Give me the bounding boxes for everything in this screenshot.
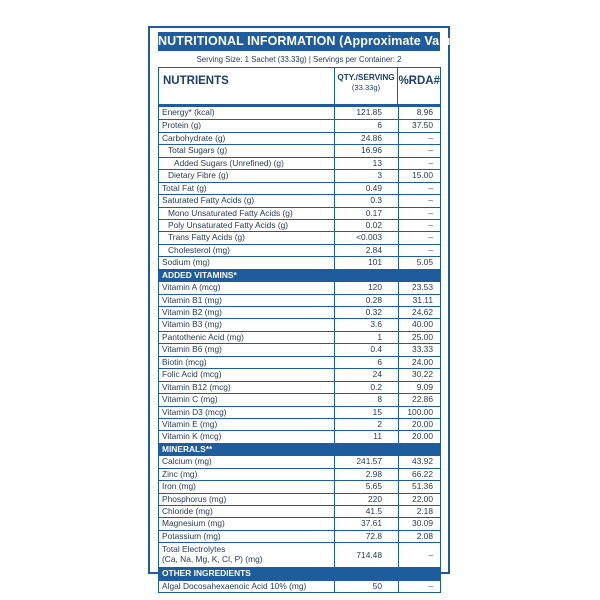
nutrient-qty: 2	[334, 419, 398, 430]
table-row	[159, 182, 440, 194]
nutrient-name: Vitamin A (mcg)	[162, 282, 221, 293]
nutrient-rda: –	[398, 158, 440, 169]
table-row	[159, 356, 440, 368]
nutrition-table	[158, 67, 441, 593]
table-header	[159, 68, 440, 107]
nutrient-name: Potassium (mg)	[162, 530, 221, 541]
table-row	[159, 530, 440, 542]
nutrient-rda: 30.22	[398, 369, 440, 380]
nutrient-rda: 33.33	[398, 344, 440, 355]
nutrient-name: Iron (mg)	[162, 481, 196, 492]
nutrient-rda: 8.96	[398, 107, 440, 119]
table-row	[159, 480, 440, 492]
table-row	[159, 294, 440, 306]
nutrient-name	[159, 543, 334, 567]
nutrient-name: Protein (g)	[162, 120, 202, 131]
nutrient-rda: 15.00	[398, 170, 440, 181]
nutrient-rda: 2.18	[398, 506, 440, 517]
nutrient-name: Sodium (mg)	[162, 257, 210, 268]
header-rda: %RDA#	[397, 68, 440, 104]
nutrient-name: Vitamin B6 (mg)	[162, 344, 222, 355]
nutrient-qty: 6	[334, 120, 398, 131]
nutrient-rda: –	[398, 133, 440, 144]
nutrition-panel	[148, 26, 469, 591]
table-row	[159, 381, 440, 393]
panel-title: NUTRITIONAL INFORMATION (Approximate Values)	[158, 32, 440, 51]
nutrient-name: Cholesterol (mg)	[168, 244, 230, 255]
nutrient-name: Trans Fatty Acids (g)	[168, 232, 245, 243]
nutrient-qty: 16.96	[334, 145, 398, 156]
table-row	[159, 306, 440, 318]
table-row	[159, 169, 440, 181]
table-row	[159, 132, 440, 144]
nutrient-qty: 72.8	[334, 531, 398, 542]
table-row	[159, 517, 440, 529]
nutrient-qty: 13	[334, 158, 398, 169]
nutrient-rda: –	[398, 543, 440, 567]
nutrient-name: Chloride (mg)	[162, 506, 213, 516]
table-row	[159, 580, 440, 592]
nutrient-qty: 8	[334, 394, 398, 405]
nutrient-qty: 50	[334, 581, 398, 592]
nutrient-qty: 15	[334, 407, 398, 418]
nutrient-qty: 0.28	[334, 295, 398, 306]
nutrient-rda: –	[398, 581, 440, 592]
table-row	[159, 505, 440, 517]
nutrient-qty: 41.5	[334, 506, 398, 517]
electrolytes-line1: Total Electrolytes	[162, 544, 226, 555]
nutrient-rda: 25.00	[398, 332, 440, 343]
nutrient-rda: 2.08	[398, 531, 440, 542]
table-row	[159, 231, 440, 243]
nutrient-rda: 66.22	[398, 469, 440, 480]
nutrient-name: Magnesium (mg)	[162, 518, 225, 529]
nutrient-name: Saturated Fatty Acids (g)	[162, 195, 255, 206]
nutrient-rda: –	[398, 145, 440, 156]
nutrient-rda: –	[398, 183, 440, 194]
nutrient-rda: –	[398, 245, 440, 256]
table-row	[159, 119, 440, 131]
table-body	[159, 107, 440, 592]
nutrient-name: Carbohydrate (g)	[162, 132, 226, 143]
nutrient-name: Vitamin C (mg)	[162, 394, 218, 405]
nutrient-name: Vitamin B12 (mcg)	[162, 381, 231, 392]
nutrient-rda: –	[398, 208, 440, 219]
nutrient-qty: 3.6	[334, 319, 398, 330]
nutrient-name: Vitamin B3 (mg)	[162, 319, 222, 330]
table-row	[159, 493, 440, 505]
nutrient-qty: 3	[334, 170, 398, 181]
nutrient-name: Algal Docosahexaenoic Acid 10% (mg)	[162, 580, 307, 591]
nutrient-qty: 0.3	[334, 195, 398, 206]
nutrient-qty: 0.32	[334, 307, 398, 318]
table-row	[159, 468, 440, 480]
header-qty-line2: (33.33g)	[351, 83, 381, 92]
nutrient-qty: 0.02	[334, 220, 398, 231]
nutrient-qty: 2.98	[334, 469, 398, 480]
nutrient-qty: 0.17	[334, 208, 398, 219]
nutrient-qty: 24	[334, 369, 398, 380]
table-row	[159, 244, 440, 256]
nutrient-name: Vitamin D3 (mcg)	[162, 406, 227, 417]
nutrient-rda: 24.62	[398, 307, 440, 318]
electrolytes-line2: (Ca, Na, Mg, K, Cl, P) (mg)	[162, 554, 263, 565]
nutrient-qty: 24.86	[334, 133, 398, 144]
table-row	[159, 368, 440, 380]
table-row	[159, 256, 440, 268]
nutrient-name: Dietary Fibre (g)	[168, 170, 229, 181]
section-added-vitamins: ADDED VITAMINS*	[159, 269, 440, 281]
nutrient-name: Poly Unsaturated Fatty Acids (g)	[168, 219, 289, 230]
nutrient-name: Zinc (mg)	[162, 468, 198, 479]
nutrient-rda: 20.00	[398, 431, 440, 442]
table-row	[159, 144, 440, 156]
nutrient-qty: 241.57	[334, 456, 398, 467]
nutrient-name: Vitamin B1 (mg)	[162, 294, 222, 305]
nutrient-rda: 40.00	[398, 319, 440, 330]
nutrient-name: Vitamin K (mcg)	[162, 431, 222, 442]
table-row	[159, 331, 440, 343]
nutrient-rda: 51.36	[398, 481, 440, 492]
nutrient-name: Total Sugars (g)	[168, 145, 228, 156]
nutrient-name: Calcium (mg)	[162, 456, 212, 467]
nutrient-rda: 100.00	[398, 407, 440, 418]
nutrient-rda: 24.00	[398, 357, 440, 368]
nutrient-rda: –	[398, 195, 440, 206]
nutrient-qty: 714.48	[334, 543, 398, 567]
nutrient-name: Added Sugars (Unrefined) (g)	[174, 157, 284, 168]
nutrient-qty: 0.49	[334, 183, 398, 194]
serving-info: Serving Size: 1 Sachet (33.33g) | Servings per Container: 2	[196, 55, 402, 64]
nutrient-qty: 37.61	[334, 518, 398, 529]
nutrient-rda: 37.50	[398, 120, 440, 131]
section-minerals: MINERALS**	[159, 443, 440, 455]
table-row	[159, 393, 440, 405]
nutrient-rda: 30.09	[398, 518, 440, 529]
nutrient-rda: 22.00	[398, 494, 440, 505]
nutrient-rda: –	[398, 232, 440, 243]
nutrient-qty: 0.2	[334, 382, 398, 393]
table-row	[159, 207, 440, 219]
nutrient-qty: 220	[334, 494, 398, 505]
nutrient-name: Vitamin B2 (mg)	[162, 307, 222, 317]
nutrient-rda: 23.53	[398, 282, 440, 293]
nutrient-qty: 1	[334, 332, 398, 343]
nutrient-name: Mono Unsaturated Fatty Acids (g)	[168, 207, 293, 218]
table-row	[159, 318, 440, 330]
table-row	[159, 430, 440, 442]
nutrient-name: Biotin (mcg)	[162, 356, 207, 367]
nutrient-name: Total Fat (g)	[162, 182, 207, 193]
section-other-ingredients: OTHER INGREDIENTS	[159, 567, 440, 579]
table-row	[159, 107, 440, 119]
nutrient-name: Phosphorus (mg)	[162, 493, 227, 504]
header-qty	[334, 68, 398, 104]
header-nutrients: NUTRIENTS	[163, 75, 229, 87]
nutrient-rda: 22.86	[398, 394, 440, 405]
table-row	[159, 194, 440, 206]
nutrient-name: Energy* (kcal)	[162, 107, 215, 117]
nutrient-qty: 0.4	[334, 344, 398, 355]
nutrient-name: Pantothenic Acid (mg)	[162, 331, 244, 342]
nutrient-rda: 31.11	[398, 295, 440, 306]
nutrient-name: Vitamin E (mg)	[162, 418, 218, 429]
nutrient-rda: 20.00	[398, 419, 440, 430]
nutrient-rda: 5.05	[398, 257, 440, 268]
table-row	[159, 219, 440, 231]
table-row-electrolytes	[159, 542, 440, 567]
nutrient-qty: 5.65	[334, 481, 398, 492]
nutrient-qty: 2.84	[334, 245, 398, 256]
nutrient-name: Folic Acid (mcg)	[162, 369, 222, 380]
nutrient-qty: 121.85	[334, 107, 398, 119]
nutrient-qty: 11	[334, 431, 398, 442]
table-row	[159, 281, 440, 293]
nutrient-rda: –	[398, 220, 440, 231]
nutrient-qty: <0.003	[334, 232, 398, 243]
header-qty-line1: QTY./SERVING	[337, 73, 395, 82]
nutrient-rda: 9.09	[398, 382, 440, 393]
table-row	[159, 455, 440, 467]
table-row	[159, 343, 440, 355]
table-row	[159, 406, 440, 418]
nutrient-qty: 120	[334, 282, 398, 293]
nutrient-rda: 43.92	[398, 456, 440, 467]
table-row	[159, 418, 440, 430]
table-row	[159, 157, 440, 169]
nutrient-qty: 101	[334, 257, 398, 268]
nutrient-qty: 6	[334, 357, 398, 368]
